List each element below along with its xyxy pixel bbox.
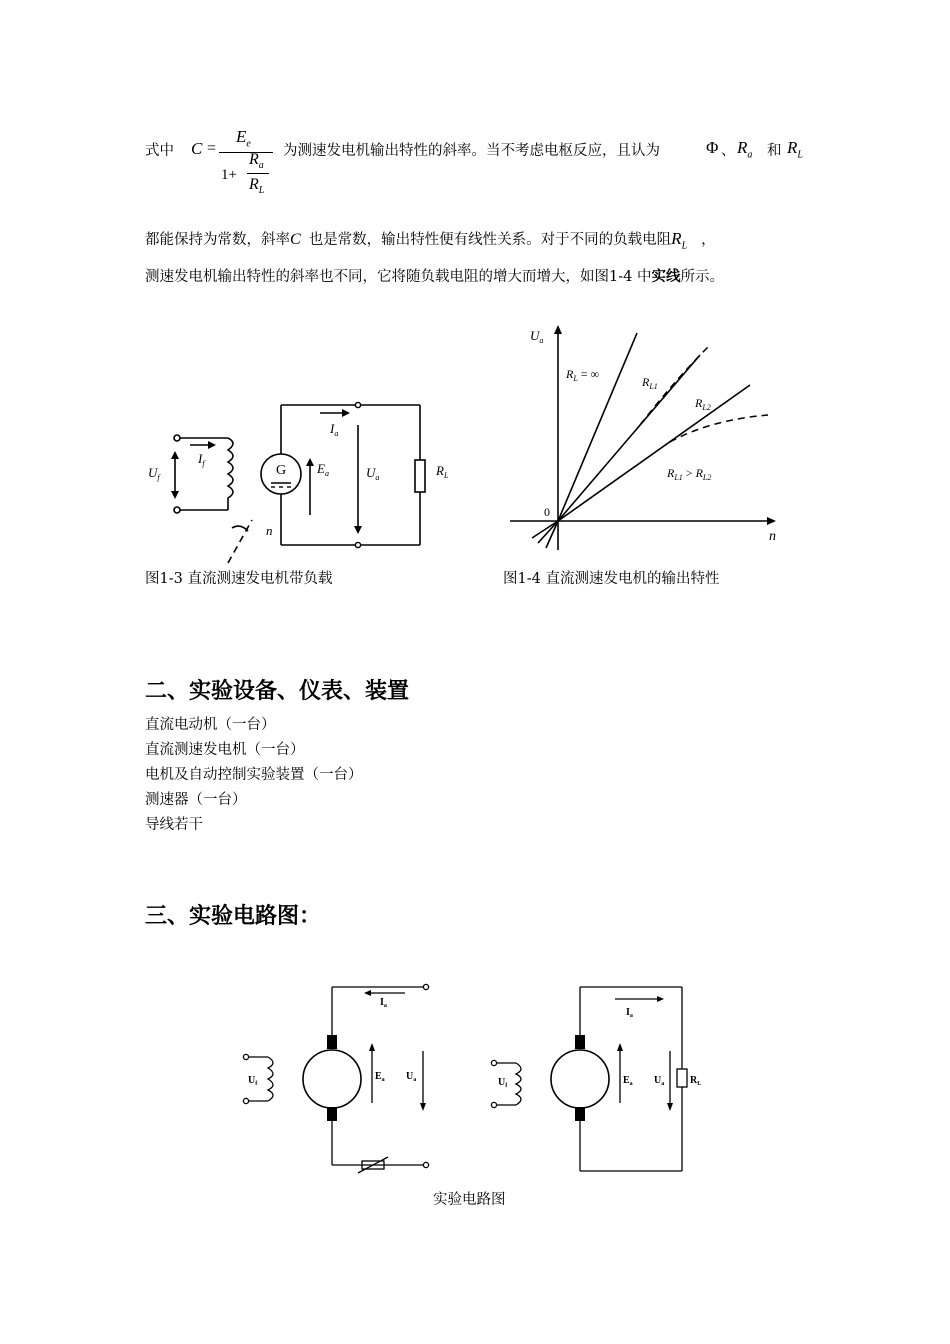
frac-num-E: $E_e$ <box>236 127 251 150</box>
right-Ea: $E_a$ <box>623 1075 633 1087</box>
formula-after: 为测速发电机输出特性的斜率。当不考虑电枢反应，且认为 <box>283 143 660 159</box>
formula-phi: Φ <box>706 138 719 157</box>
left-Ea: $E_a$ <box>375 1071 385 1083</box>
formula-prefix: 式中 <box>145 143 174 159</box>
fig14-label-L1: $R_{L1}$ <box>642 375 658 391</box>
formula-eq: = <box>207 140 217 157</box>
fig13-If: $I_f$ <box>198 451 205 468</box>
equipment-list <box>145 713 363 838</box>
list-item: 导线若干 <box>145 817 203 833</box>
formula-sep: 、 <box>721 143 736 159</box>
right-Ua: $U_a$ <box>654 1075 665 1087</box>
generator-G: G <box>276 463 287 478</box>
figure-1-4-chart <box>500 320 790 560</box>
frac-bar-main <box>219 152 273 153</box>
fig14-yaxis: $U_a$ <box>530 328 544 345</box>
circuit-caption: 实验电路图 <box>433 1192 506 1208</box>
left-Ua: $U_a$ <box>406 1071 417 1083</box>
formula-RL2: $R_L$ <box>787 138 803 161</box>
list-item: 直流电动机（一台） <box>145 717 276 733</box>
left-Uf: $U_f$ <box>248 1075 258 1087</box>
section2-heading: 二、实验设备、仪表、装置 <box>145 679 410 704</box>
formula-and: 和 <box>767 143 782 159</box>
fig14-origin: 0 <box>544 505 550 519</box>
fig14-label-inf: $R_L$ = ∞ <box>566 367 600 383</box>
frac-RL: $R_L$ <box>249 176 265 197</box>
frac-bar-inner <box>247 173 269 174</box>
frac-Ra: $R_a$ <box>249 151 264 172</box>
fig13-Ua: $U_a$ <box>366 465 380 482</box>
frac-one-plus: 1+ <box>221 167 237 183</box>
fig13-n: n <box>266 523 273 538</box>
list-item: 测速器（一台） <box>145 792 247 808</box>
right-Uf: $U_f$ <box>498 1077 508 1089</box>
list-item: 直流测速发电机（一台） <box>145 742 305 758</box>
fig13-Uf: $U_f$ <box>148 465 160 482</box>
experiment-circuit-diagram <box>230 975 710 1180</box>
fig14-label-L2: $R_{L2}$ <box>695 396 711 412</box>
para-line-1: 都能保持为常数，斜率C 也是常数，输出特性便有线性关系。对于不同的负载电阻$R_L$ ， <box>145 229 716 252</box>
list-item: 电机及自动控制实验装置（一台） <box>145 767 363 783</box>
right-Ia: $I_a$ <box>626 1007 633 1019</box>
fig13-RL: $R_L$ <box>436 463 449 480</box>
fig14-xaxis: n <box>769 529 776 544</box>
left-Ia: $I_a$ <box>380 997 387 1009</box>
fig13-Ea: $E_a$ <box>317 461 329 478</box>
figure-1-3-circuit <box>140 395 470 565</box>
formula-Ra2: $R_a$ <box>737 138 753 161</box>
section3-heading: 三、实验电路图： <box>145 904 322 929</box>
para-line-2: 测速发电机输出特性的斜率也不同，它将随负载电阻的增大而增大，如图1-4 中实线所示。 <box>145 269 724 285</box>
right-RL: $R_L$ <box>690 1075 702 1087</box>
fig13-Ia: $I_a$ <box>330 421 339 438</box>
fig14-relation: $R_{L1} > R_{L2}$ <box>667 466 712 482</box>
formula-C: C <box>191 139 203 158</box>
fig13-caption: 图1-3 直流测速发电机带负载 <box>145 571 333 587</box>
fig14-caption: 图1-4 直流测速发电机的输出特性 <box>503 571 720 587</box>
